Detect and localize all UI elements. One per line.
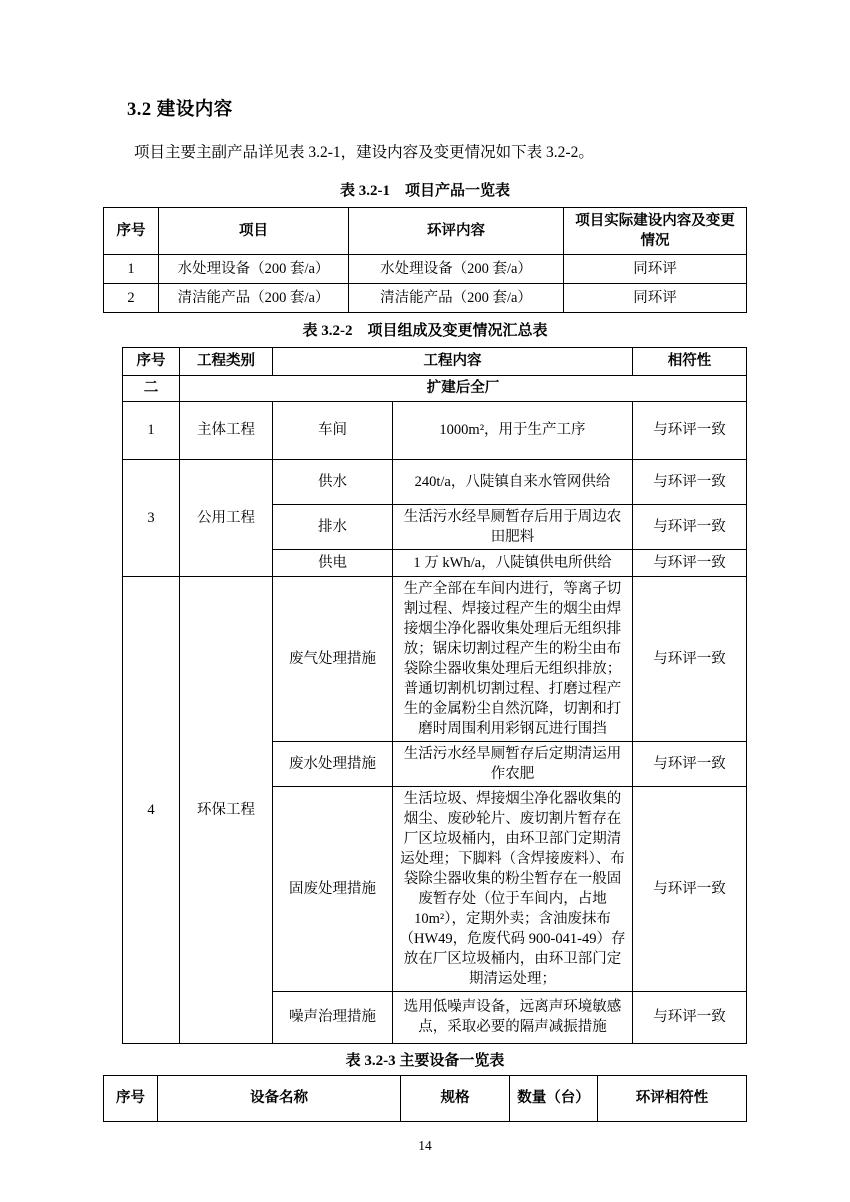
cell-status: 与环评一致 (633, 786, 747, 991)
header-cell-spec: 规格 (401, 1075, 510, 1121)
cell-content: 240t/a，八陡镇自来水管网供给 (393, 459, 633, 504)
equipment-table (103, 1075, 747, 1122)
section-heading: 3.2 建设内容 (127, 100, 233, 120)
cell-eia: 清洁能产品（200 套/a） (349, 283, 564, 312)
cell-sub: 供电 (273, 549, 393, 576)
header-cell-category: 工程类别 (180, 347, 273, 375)
cell-content: 生活污水经旱厕暂存后定期清运用作农肥 (393, 741, 633, 786)
cell-status: 与环评一致 (633, 576, 747, 741)
cell-item: 清洁能产品（200 套/a） (159, 283, 349, 312)
cell-content: 生活垃圾、焊接烟尘净化器收集的烟尘、废砂轮片、废切割片暂存在厂区垃圾桶内，由环卫部门定期清运处理；下脚料（含焊接废料）、布袋除尘器收集的粉尘暂存在一般固废暂存处（位于车间内，占地10m²），定期外卖；含油废抹布（HW49，危废代码 900-041-49）存放在厂区垃圾桶内，由环卫部门定期清运处理； (393, 786, 633, 991)
cell-status: 与环评一致 (633, 504, 747, 549)
cell-no: 1 (104, 254, 159, 283)
cell-sub: 固废处理措施 (273, 786, 393, 991)
header-cell-eia: 环评内容 (349, 207, 564, 254)
cell-sub: 废水处理措施 (273, 741, 393, 786)
project-composition-table (122, 347, 747, 1044)
product-table (103, 207, 747, 313)
intro-paragraph: 项目主要主副产品详见表 3.2-1，建设内容及变更情况如下表 3.2-2。 (134, 144, 594, 161)
cell-content: 生产全部在车间内进行，等离子切割过程、焊接过程产生的烟尘由焊接烟尘净化器收集处理后无组织排放；锯床切割过程产生的粉尘由布袋除尘器收集处理后无组织排放；普通切割机切割过程、打磨过程产生的金属粉尘自然沉降，切割和打磨时周围利用彩钢瓦进行围挡 (393, 576, 633, 741)
cell-item: 水处理设备（200 套/a） (159, 254, 349, 283)
cell-status: 与环评一致 (633, 991, 747, 1043)
section-no: 二 (123, 375, 180, 401)
header-cell-no: 序号 (123, 347, 180, 375)
cell-sub: 排水 (273, 504, 393, 549)
table-header-row (104, 1075, 747, 1121)
table3-caption: 表 3.2-3 主要设备一览表 (345, 1052, 505, 1069)
cell-sub: 供水 (273, 459, 393, 504)
table-row (123, 459, 747, 504)
header-cell-status: 项目实际建设内容及变更情况 (564, 207, 747, 254)
section-row (123, 375, 747, 401)
header-cell-conformity: 环评相符性 (598, 1075, 747, 1121)
cell-content: 1000m²，用于生产工序 (393, 401, 633, 459)
cell-content: 1 万 kWh/a，八陡镇供电所供给 (393, 549, 633, 576)
table-header-row (104, 207, 747, 254)
cell-no: 2 (104, 283, 159, 312)
header-cell-no: 序号 (104, 1075, 158, 1121)
header-cell-no: 序号 (104, 207, 159, 254)
cell-sub: 噪声治理措施 (273, 991, 393, 1043)
table-row (104, 254, 747, 283)
table-row (104, 283, 747, 312)
table-row (123, 401, 747, 459)
header-cell-content: 工程内容 (273, 347, 633, 375)
header-cell-item: 项目 (159, 207, 349, 254)
cell-eia: 水处理设备（200 套/a） (349, 254, 564, 283)
table-row (123, 576, 747, 741)
cell-category: 主体工程 (180, 401, 273, 459)
cell-no: 1 (123, 401, 180, 459)
cell-status: 与环评一致 (633, 549, 747, 576)
cell-category: 环保工程 (180, 576, 273, 1043)
cell-sub: 废气处理措施 (273, 576, 393, 741)
table2-caption: 表 3.2-2 项目组成及变更情况汇总表 (302, 322, 548, 339)
cell-no: 3 (123, 459, 180, 576)
cell-status: 与环评一致 (633, 741, 747, 786)
cell-category: 公用工程 (180, 459, 273, 576)
header-cell-device: 设备名称 (158, 1075, 401, 1121)
table1-caption: 表 3.2-1 项目产品一览表 (340, 182, 510, 199)
cell-status: 与环评一致 (633, 401, 747, 459)
cell-no: 4 (123, 576, 180, 1043)
cell-status: 与环评一致 (633, 459, 747, 504)
header-cell-qty: 数量（台） (510, 1075, 598, 1121)
cell-content: 生活污水经旱厕暂存后用于周边农田肥料 (393, 504, 633, 549)
table-header-row (123, 347, 747, 375)
header-cell-conformity: 相符性 (633, 347, 747, 375)
section-title: 扩建后全厂 (180, 375, 747, 401)
cell-status: 同环评 (564, 283, 747, 312)
cell-content: 选用低噪声设备，远离声环境敏感点，采取必要的隔声减振措施 (393, 991, 633, 1043)
page-number: 14 (418, 1137, 432, 1153)
cell-sub: 车间 (273, 401, 393, 459)
cell-status: 同环评 (564, 254, 747, 283)
